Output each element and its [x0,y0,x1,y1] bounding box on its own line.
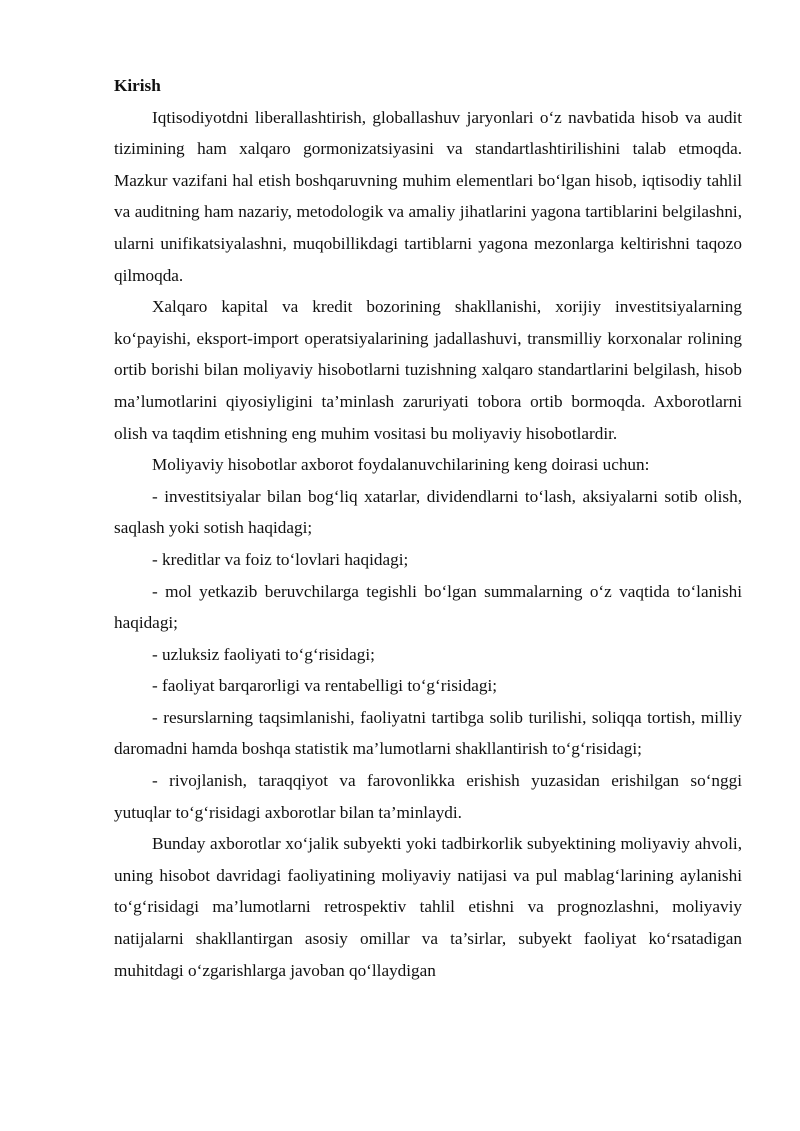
list-item-credits: - kreditlar va foiz to‘lovlari haqidagi; [152,549,409,569]
paragraph-intro: Iqtisodiyotdni liberallashtirish, globallashuv jaryonlari o‘z navbatida hisob va audit tizimining ham xalqaro gormonizatsiyasini va standartlashtirilishini talab etmoqda. Mazkur vazifani hal etish boshqaruvning muhim elementlari bo‘lgan hisob, iqtisodiy tahlil va auditning ham nazariy, metodologik va amaliy jihatlarini yagona tartiblarini belgilashni, ularni unifikatsiyalashni, muqobillikdagi tartiblarni yagona mezonlarga keltirishni taqozo qilmoqda. [114,107,742,285]
document-page [114,70,742,986]
section-heading: Kirish [114,76,161,95]
list-item-resources: - resurslarning taqsimlanishi, faoliyatni tartibga solib turilishi, soliqqa tortish, milliy daromadni hamda boshqa statistik ma’lumotlarni shakllantirish to‘g‘risidagi; [114,707,742,759]
paragraph-list-lead: Moliyaviy hisobotlar axborot foydalanuvchilarining keng doirasi uchun: [152,455,650,475]
paragraph-capital-markets: Xalqaro kapital va kredit bozorining shakllanishi, xorijiy investitsiyalarning ko‘payishi, eksport-import operatsiyalarining jadallashuvi, transmilliy korxonalar rolining ortib borishi bilan moliyaviy hisobotlarni tuzishning xalqaro standartlarini belgilash, hisob ma’lumotlarini qiyosiyligini ta’minlash zaruriyati tobora ortib bormoqda. Axborotlarni olish va taqdim etishning eng muhim vositasi bu moliyaviy hisobotlardir. [114,297,742,443]
list-item-continuity: - uzluksiz faoliyati to‘g‘risidagi; [152,644,375,664]
list-item-suppliers: - mol yetkazib beruvchilarga tegishli bo‘lgan summalarning o‘z vaqtida to‘lanishi haqidagi; [114,581,742,633]
paragraph-information-use: Bunday axborotlar xo‘jalik subyekti yoki tadbirkorlik subyektining moliyaviy ahvoli, uning hisobot davridagi faoliyatining moliyaviy natijasi va pul mablag‘larining aylanishi to‘g‘risidagi ma’lumotlarni retrospektiv tahlil etishni va prognozlashni, moliyaviy natijalarni shakllantirgan asosiy omillar va ta’sirlar, subyekt faoliyat ko‘rsatadigan muhitdagi o‘zgarishlarga javoban qo‘llaydigan [114,834,742,980]
list-item-stability: - faoliyat barqarorligi va rentabelligi to‘g‘risidagi; [152,676,498,696]
list-item-development: - rivojlanish, taraqqiyot va farovonlikka erishish yuzasidan erishilgan so‘nggi yutuqlar to‘g‘risidagi axborotlar bilan ta’minlaydi. [114,771,742,822]
list-item-investments: - investitsiyalar bilan bog‘liq xatarlar, dividendlarni to‘lash, aksiyalarni sotib olish, saqlash yoki sotish haqidagi; [114,486,742,538]
